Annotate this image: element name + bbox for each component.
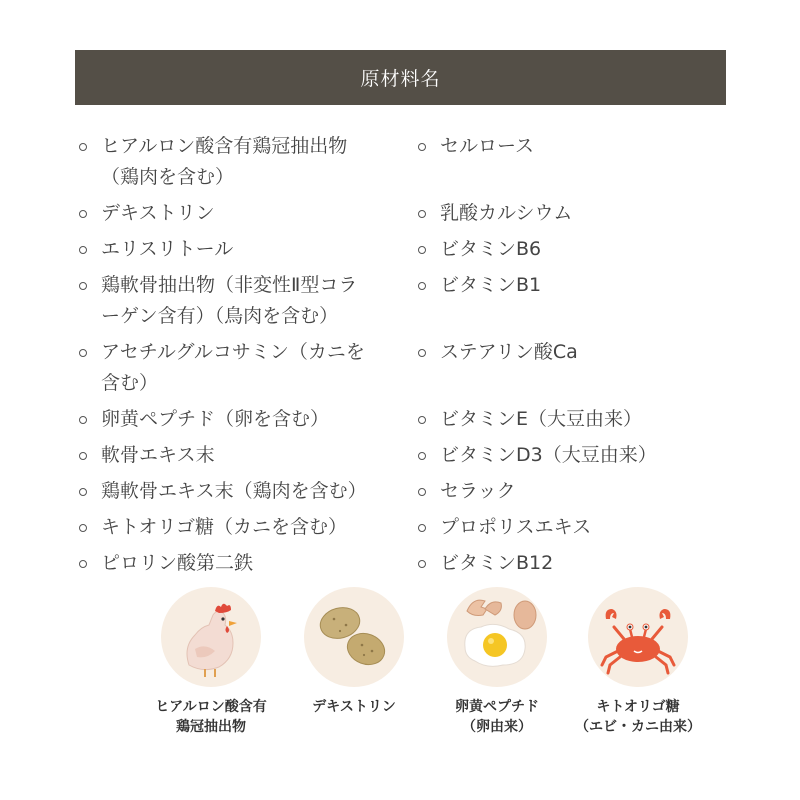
bullet-icon xyxy=(79,452,87,460)
ingredient-name: ビタミンD3（大豆由来） xyxy=(440,444,657,466)
list-item xyxy=(415,270,735,332)
ingredient-name: ピロリン酸第二鉄 xyxy=(101,552,254,574)
bullet-icon xyxy=(418,452,426,460)
bullet-icon xyxy=(418,416,426,424)
list-item xyxy=(76,512,406,543)
ingredient-name: ビタミンE（大豆由来） xyxy=(440,408,643,430)
ingredient-name: 軟骨エキス末 xyxy=(101,444,215,466)
list-item xyxy=(415,234,735,265)
list-item xyxy=(415,440,735,471)
section-title: 原材料名 xyxy=(360,68,441,90)
list-item xyxy=(415,131,735,193)
bullet-icon xyxy=(418,524,426,532)
egg-icon xyxy=(447,587,547,687)
ingredient-name: ビタミンB12 xyxy=(440,552,554,574)
ingredient-name-cont: 含む） xyxy=(101,372,159,394)
ingredient-name: プロポリスエキス xyxy=(440,516,592,538)
list-item xyxy=(76,404,406,435)
list-item xyxy=(415,476,735,507)
bullet-icon xyxy=(79,349,87,357)
ingredient-list-left xyxy=(76,131,406,579)
featured-item-crab xyxy=(588,587,688,687)
bullet-icon xyxy=(79,416,87,424)
potato-icon xyxy=(304,587,404,687)
ingredient-name: アセチルグルコサミン（カニを xyxy=(101,341,365,363)
list-item xyxy=(76,131,406,193)
bullet-icon xyxy=(418,560,426,568)
ingredient-name-cont: ーゲン含有）（鳥肉を含む） xyxy=(101,305,339,327)
featured-caption-potato: デキストリン xyxy=(312,699,396,715)
bullet-icon xyxy=(79,143,87,151)
ingredient-name: デキストリン xyxy=(101,202,215,224)
bullet-icon xyxy=(79,282,87,290)
featured-caption-chicken: ヒアルロン酸含有 鶏冠抽出物 xyxy=(155,699,267,735)
bullet-icon xyxy=(418,210,426,218)
ingredient-name: 卵黄ペプチド（卵を含む） xyxy=(101,408,330,430)
section-header xyxy=(75,50,726,105)
ingredient-name: セルロース xyxy=(440,135,535,157)
list-item xyxy=(76,440,406,471)
ingredient-name: キトオリゴ糖（カニを含む） xyxy=(101,516,348,538)
featured-item-egg xyxy=(447,587,547,687)
list-item xyxy=(76,270,406,332)
bullet-icon xyxy=(79,560,87,568)
ingredient-name: ビタミンB1 xyxy=(440,274,542,296)
list-item xyxy=(76,548,406,579)
ingredient-name: 鶏軟骨抽出物（非変性Ⅱ型コラ xyxy=(101,274,358,296)
list-item xyxy=(415,512,735,543)
ingredient-name-cont: （鶏肉を含む） xyxy=(101,166,235,188)
list-item xyxy=(76,234,406,265)
bullet-icon xyxy=(418,488,426,496)
chicken-icon xyxy=(161,587,261,687)
ingredient-name: ヒアルロン酸含有鶏冠抽出物 xyxy=(101,135,348,157)
list-item xyxy=(415,404,735,435)
list-item xyxy=(76,337,406,399)
ingredient-name: ビタミンB6 xyxy=(440,238,542,260)
list-item xyxy=(415,198,735,229)
featured-item-chicken xyxy=(161,587,261,687)
bullet-icon xyxy=(79,210,87,218)
bullet-icon xyxy=(79,524,87,532)
bullet-icon xyxy=(418,349,426,357)
list-item xyxy=(415,337,735,399)
ingredient-name: ステアリン酸Ca xyxy=(440,341,578,363)
bullet-icon xyxy=(79,246,87,254)
list-item xyxy=(415,548,735,579)
featured-caption-egg: 卵黄ペプチド （卵由来） xyxy=(455,699,539,735)
crab-icon xyxy=(588,587,688,687)
bullet-icon xyxy=(418,143,426,151)
ingredient-name: セラック xyxy=(440,480,516,502)
featured-item-potato xyxy=(304,587,404,687)
bullet-icon xyxy=(79,488,87,496)
featured-caption-crab: キトオリゴ糖 （エビ・カニ由来） xyxy=(575,699,701,735)
ingredient-list-right xyxy=(415,131,735,579)
bullet-icon xyxy=(418,282,426,290)
list-item xyxy=(76,198,406,229)
ingredient-name: 鶏軟骨エキス末（鶏肉を含む） xyxy=(101,480,367,502)
ingredient-name: エリスリトール xyxy=(101,238,234,260)
bullet-icon xyxy=(418,246,426,254)
ingredient-name: 乳酸カルシウム xyxy=(440,202,573,224)
list-item xyxy=(76,476,406,507)
